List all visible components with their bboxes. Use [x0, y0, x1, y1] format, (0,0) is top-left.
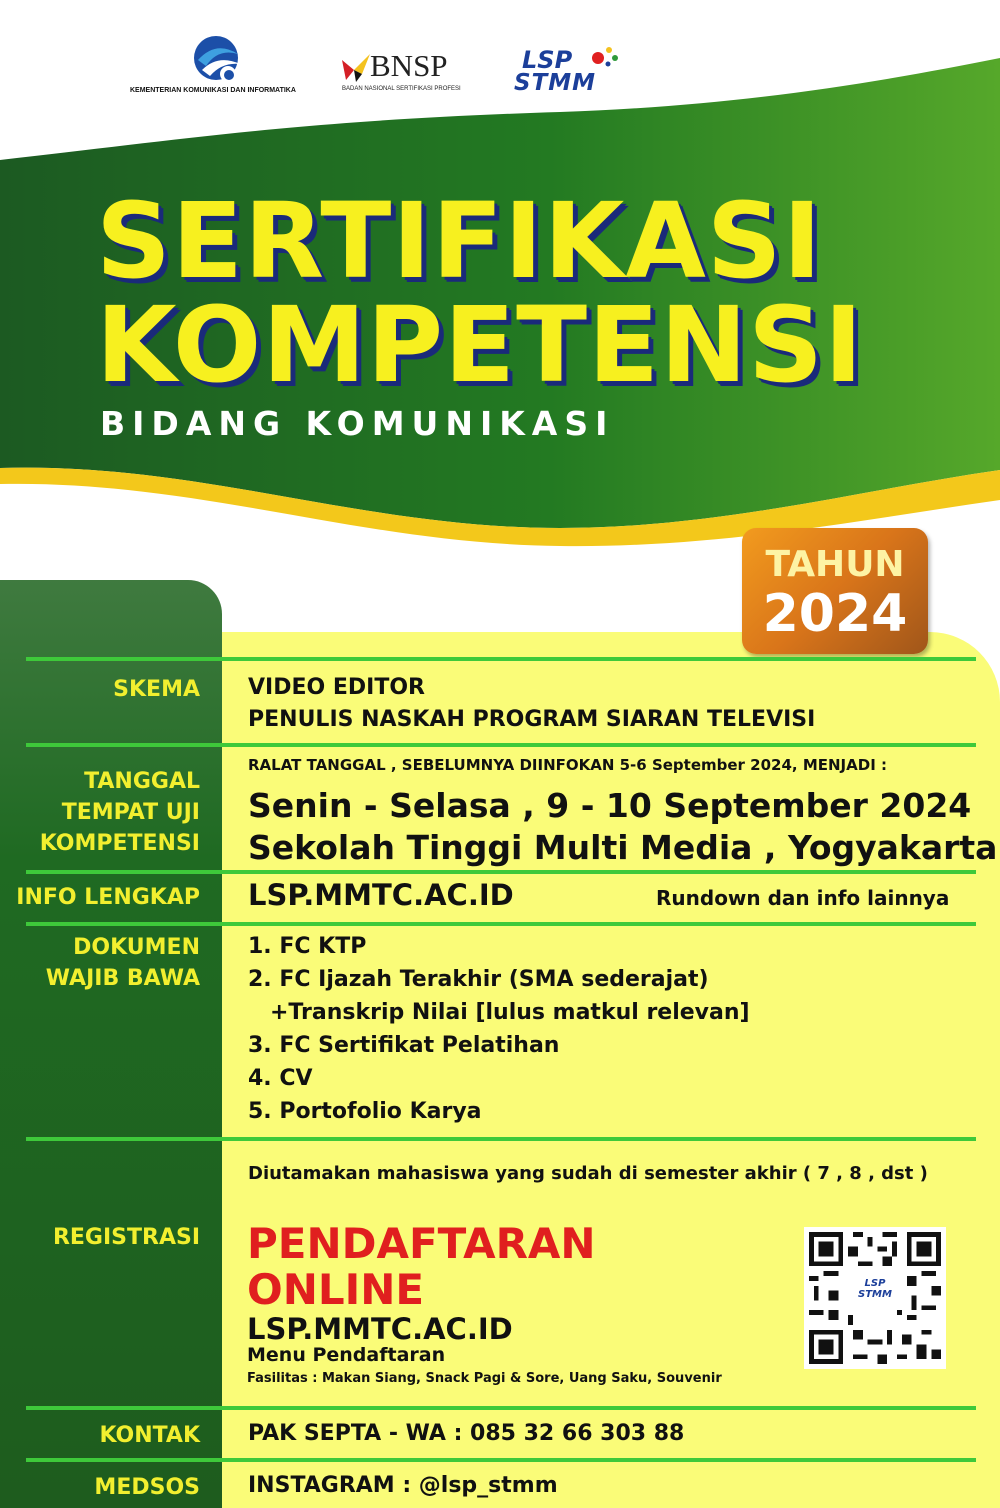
info-note: Rundown dan info lainnya [656, 886, 950, 910]
dokumen-item: +Transkrip Nilai [lulus matkul relevan] [270, 1000, 750, 1025]
skema-item: PENULIS NASKAH PROGRAM SIARAN TELEVISI [248, 707, 816, 732]
info-label: INFO LENGKAP [16, 885, 200, 910]
year-badge-label: TAHUN [765, 544, 905, 585]
subtitle: BIDANG KOMUNIKASI [100, 404, 615, 443]
medsos-value[interactable]: INSTAGRAM : @lsp_stmm [248, 1473, 558, 1498]
qr-logo-bottom: STMM [858, 1289, 892, 1300]
title-line2: KOMPETENSI [96, 284, 864, 406]
dokumen-label [46, 932, 200, 994]
dokumen-label-line: DOKUMEN [73, 935, 200, 960]
exam-date: Senin - Selasa , 9 - 10 September 2024 [248, 786, 972, 825]
divider [26, 1137, 976, 1141]
dokumen-item: 5. Portofolio Karya [248, 1099, 482, 1124]
divider [26, 922, 976, 926]
kontak-label: KONTAK [99, 1423, 200, 1448]
dokumen-item: 3. FC Sertifikat Pelatihan [248, 1033, 560, 1058]
divider [26, 1406, 976, 1410]
info-url[interactable]: LSP.MMTC.AC.ID [248, 878, 514, 912]
left-green-panel [0, 580, 222, 1508]
priority-note: Diutamakan mahasiswa yang sudah di semester akhir ( 7 , 8 , dst ) [248, 1163, 928, 1184]
registration-menu: Menu Pendaftaran [247, 1344, 446, 1366]
divider [26, 1458, 976, 1462]
kontak-value[interactable]: PAK SEPTA - WA : 085 32 66 303 88 [248, 1421, 685, 1446]
tanggal-label [40, 766, 200, 859]
registration-headline: ONLINE [247, 1265, 425, 1314]
skema-item: VIDEO EDITOR [248, 675, 425, 700]
dokumen-item: 4. CV [248, 1066, 313, 1091]
tanggal-label-line: TEMPAT UJI [61, 800, 200, 825]
registration-headline: PENDAFTARAN [247, 1219, 596, 1268]
year-badge [742, 528, 928, 654]
dokumen-item: 1. FC KTP [248, 934, 367, 959]
bnsp-caption: BADAN NASIONAL SERTIFIKASI PROFESI [342, 86, 461, 92]
tanggal-label-line: KOMPETENSI [39, 831, 200, 856]
stmm-wordmark: STMM [514, 70, 597, 96]
facilities: Fasilitas : Makan Siang, Snack Pagi & Sore, Uang Saku, Souvenir [247, 1371, 722, 1386]
lsp-wordmark: LSP [522, 46, 573, 74]
qr-code[interactable] [804, 1227, 946, 1369]
bnsp-wordmark: BNSP [370, 48, 448, 83]
exam-place: Sekolah Tinggi Multi Media , Yogyakarta [248, 828, 998, 867]
kominfo-caption: KEMENTERIAN KOMUNIKASI DAN INFORMATIKA [130, 87, 296, 94]
tanggal-label-line: TANGGAL [84, 769, 200, 794]
registration-url[interactable]: LSP.MMTC.AC.ID [247, 1312, 513, 1346]
registrasi-label: REGISTRASI [52, 1225, 200, 1250]
dokumen-label-line: WAJIB BAWA [45, 966, 200, 991]
medsos-label: MEDSOS [94, 1475, 200, 1500]
skema-label: SKEMA [113, 677, 200, 702]
title-line1: SERTIFIKASI [96, 180, 823, 302]
dokumen-item: 2. FC Ijazah Terakhir (SMA sederajat) [248, 967, 709, 992]
qr-logo-top: LSP [864, 1278, 886, 1289]
divider [26, 657, 976, 661]
year-badge-year: 2024 [762, 584, 908, 644]
divider [26, 743, 976, 747]
ralat-note: RALAT TANGGAL , SEBELUMNYA DIINFOKAN 5-6 September 2024, MENJADI : [248, 756, 888, 774]
divider [26, 870, 976, 874]
